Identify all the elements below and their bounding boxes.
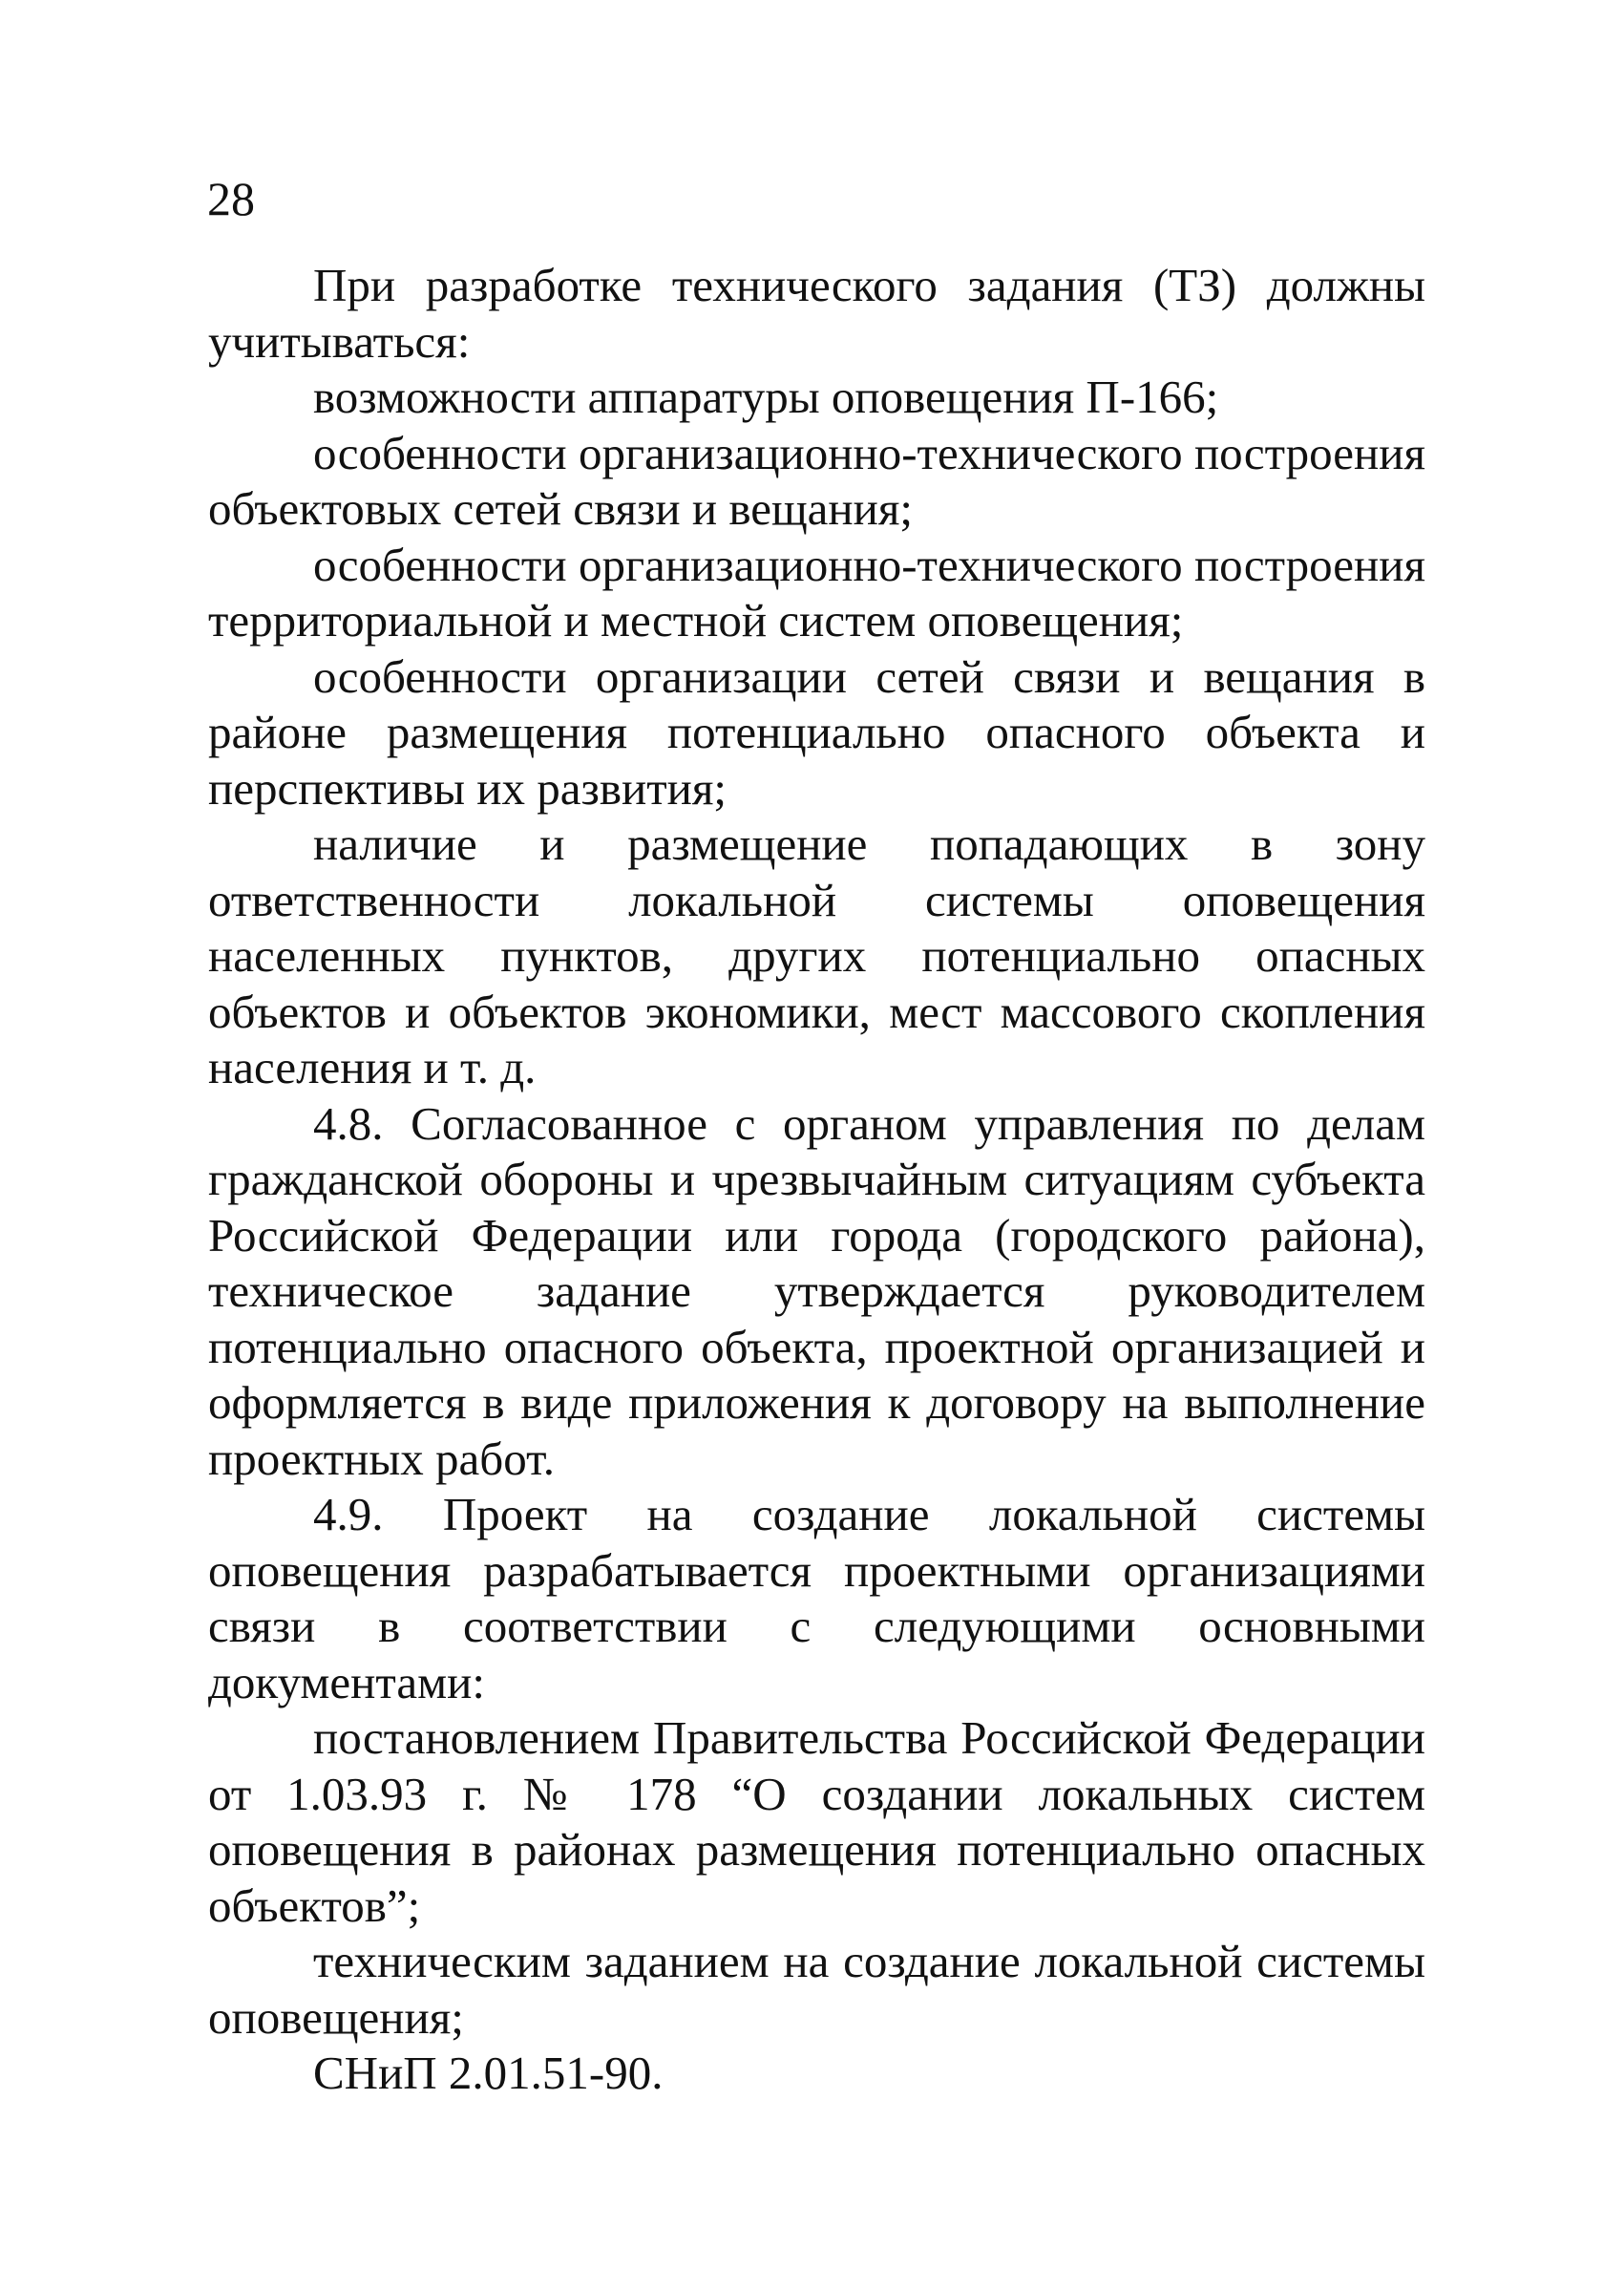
paragraph-snip: СНиП 2.01.51-90. [313, 2047, 664, 2099]
paragraph-settlements: наличие и размещение попадающих в зону ответственности локальной системы оповещения населенных пунктов, других потенциально опасных объектов и объектов экономики, мест массового скопления населения и т. д. [208, 817, 1425, 1093]
paragraph-section-4-8: 4.8. Согласованное с органом управления по делам гражданской обороны и чрезвычайным ситуациям субъекта Российской Федерации или города (городского района), техническое задание утверждается руководителем потенциально опасного объекта, проектной организацией и оформляется в виде приложения к договору на выполнение проектных работ. [208, 1096, 1425, 1485]
paragraph-territorial-systems: особенности организационно-технического построения территориальной и местной систем оповещения; [208, 538, 1425, 647]
paragraph-equipment: возможности аппаратуры оповещения П-166; [313, 371, 1219, 423]
page-body [208, 258, 1425, 2102]
paragraph-technical-assignment: техническим заданием на создание локальной системы оповещения; [208, 1935, 1425, 2044]
paragraph-tz-intro: При разработке технического задания (ТЗ) должны учитываться: [208, 259, 1425, 368]
paragraph-section-4-9: 4.9. Проект на создание локальной системы оповещения разрабатывается проектными организациями связи в соответствии с следующими основными документами: [208, 1488, 1425, 1708]
paragraph-object-networks: особенности организационно-технического построения объектовых сетей связи и вещания; [208, 426, 1425, 535]
paragraph-government-decree: постановлением Правительства Российской Федерации от 1.03.93 г. № 178 “О создании локальных систем оповещения в районах размещения потенциально опасных объектов”; [208, 1711, 1425, 1932]
page-number: 28 [207, 172, 255, 225]
paragraph-network-organization: особенности организации сетей связи и вещания в районе размещения потенциально опасного объекта и перспективы их развития; [208, 649, 1425, 815]
